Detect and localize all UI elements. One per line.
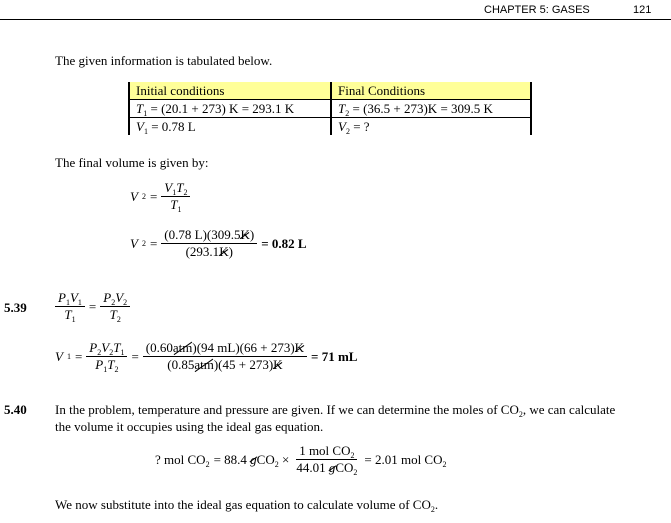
- moles-co2-equation: ? mol $CO_2$ = 88.4 gCO$_2$ × $\frac{1 mol CO_2}{44.01 gCO_2}$ = 2.01 mol $CO_2$: [155, 443, 447, 477]
- cell-v2: $V_2$ = ?: [331, 118, 531, 136]
- final-volume-text: The final volume is given by:: [55, 155, 209, 170]
- combined-gas-law: $\frac{P_1V_1}{T_1}$ = $\frac{P_2V_2}{T_2}$: [55, 290, 130, 323]
- equation-v2-numeric: V 2 = $\frac{(0.78 L)(309.5K)}{(293.1K)}$ = 0.82 L: [130, 227, 307, 259]
- header-initial: Initial conditions: [129, 82, 331, 100]
- result-71ml: = 71 mL: [311, 348, 358, 364]
- problem-number-539: 5.39: [4, 300, 27, 315]
- problem-540-final-text: We now substitute into the ideal gas equation to calculate volume of $CO_2$.: [55, 497, 439, 514]
- cell-v1: $V_1 = 0.78$ L: [129, 118, 331, 136]
- result-082: = 0.82 L: [261, 235, 307, 251]
- problem-540-text-line2: the volume it occupies using the ideal gas equation.: [55, 419, 324, 434]
- header-final: Final Conditions: [331, 82, 531, 100]
- page-number: 121: [633, 4, 652, 16]
- problem-540-text-line1: In the problem, temperature and pressure are given. If we can determine the moles of $CO_2$, we can calculate: [55, 402, 616, 419]
- conditions-table: [128, 82, 532, 135]
- equation-v2-formula: V 2 = $\frac{V_1T_2}{T_1}$: [130, 180, 190, 213]
- chapter-header: CHAPTER 5: GASES: [484, 4, 590, 16]
- cell-t1: $T_1 = (20.1 + 273) K = 293.1$ K: [129, 100, 331, 118]
- cell-t2: $T_2 = (36.5 + 273)K = 309.5$ K: [331, 100, 531, 118]
- problem-number-540: 5.40: [4, 402, 27, 417]
- equation-v1: V 1 = $\frac{P_2V_2T_1}{P_1T_2}$ = $\frac{\text{(0.60atm)(94 mL)(66 + 273)K}}{\text{(0.85atm)(45 + 273)K}}$ = 71 mL: [55, 340, 358, 374]
- intro-text: The given information is tabulated below.: [55, 53, 273, 68]
- header-rule: [0, 19, 671, 20]
